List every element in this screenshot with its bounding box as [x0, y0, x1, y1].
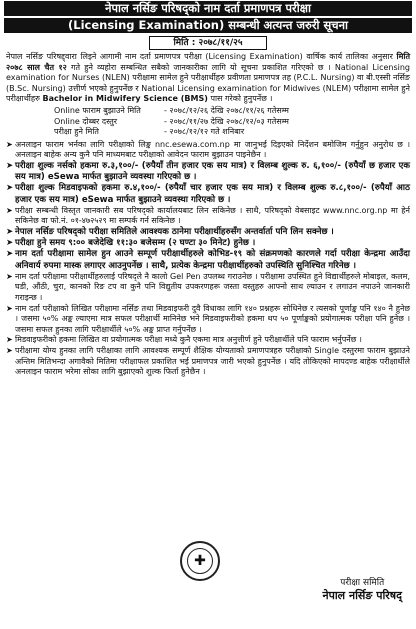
intro-bms: Bachelor in Midwifery Science (BMS): [42, 94, 208, 104]
bullet-text: अनलाइन फाराम भर्नका लागि परीक्षाको लिङ्क nnc.esewa.com.np मा जानुभई दिइएको निर्देशन बमोजिम गर्नुहुन अनुरोध छ । अनलाइन बाहेक अन्य कुनै पनि माध्यमबाट परीक्षाको आवेदन फाराम बुझाउन पाइनेछैन ।: [15, 139, 410, 160]
bullet-item: [6, 272, 410, 304]
seal-emblem-icon: ✚: [187, 548, 213, 574]
bullet-text: परीक्षा शुल्क मिडवाइफको हकमा रु.४,१००/- (रुपैयाँ चार हजार एक सय मात्र) र विलम्ब शुल्क रु.८,१००/- (रुपैयाँ आठ हजार एक सय मात्र) eSewa मार्फत बुझाउने व्यवस्था गरिएको छ ।: [15, 183, 410, 205]
signature-block: [322, 577, 402, 603]
bullet-text: नाम दर्ता परीक्षामा सामेल हुन आउने सम्पूर्ण परीक्षार्थीहरुले कोभिड-१९ को संक्रमणको कारणले गर्दा परीक्षा केन्द्रमा आउँदा अनिवार्य रुपमा मास्क लगाएर आउनुपर्नेछ । साथै, प्रत्येक केन्द्रमा परीक्षार्थीहरुको उपस्थिति सुनिश्चित गरिनेछ ।: [15, 249, 410, 271]
bullet-text: परीक्षा सम्बन्धी विस्तृत जानकारी सब परिषद्को कार्यालयबाट लिन सकिनेछ । साथै, परिषद्को वेबसाइट www.nnc.org.np मा हेर्न सकिनेछ वा फो.नं. ०१-४७२५२९ मा सम्पर्क गर्न सकिनेछ ।: [15, 205, 410, 226]
bullet-arrow-icon: ➤: [6, 345, 13, 355]
bullet-arrow-icon: ➤: [6, 303, 13, 313]
notice-title-line1: नेपाल नर्सिङ परिषद्को नाम दर्ता प्रमाणपत्र परीक्षा: [4, 1, 412, 16]
bullet-item: [6, 183, 410, 205]
schedule-value: - २०७८/११/२७ देखि २०७८/१२/०३ गतेसम्म: [164, 116, 289, 126]
schedule-row: [54, 117, 412, 128]
notice-page: [0, 1, 416, 629]
signature-area: [0, 537, 416, 627]
bullet-text: परीक्षा हुने समय ९:०० बजेदेखि ११:३० बजेसम्म (२ घण्टा ३० मिनेट) हुनेछ ।: [15, 238, 256, 249]
bullet-item: [6, 249, 410, 271]
intro-text-2: गते हुने व्यहोरा सम्बन्धित सबैको जानकारीका लागि यो सूचना प्रकाशित गरिएको छ । National Licensing examination for Nurses (NLEN) परीक्षामा सामेल हुने परीक्षार्थीहरु प्रवीणता प्रमाणपत्र तह (P.C.L. Nursing) वा बी.एस्सी नर्सिङ (B.Sc. Nursing) उत्तीर्ण भएको हुनुपर्नेछ र National Licensing examination for Midwives (NLEM) परीक्षामा सामेल हुने परीक्षार्थीहरु: [6, 62, 411, 104]
bullet-list: [4, 140, 412, 378]
bullet-arrow-icon: ➤: [6, 249, 14, 260]
signature-council: नेपाल नर्सिङ परिषद्: [322, 589, 402, 602]
bullet-item: [6, 304, 410, 336]
bullet-item: [6, 161, 410, 183]
bullet-item: [6, 206, 410, 227]
bullet-arrow-icon: ➤: [6, 271, 13, 281]
bullet-item: [6, 227, 410, 238]
bullet-item: [6, 238, 410, 249]
intro-paragraph: [6, 52, 410, 105]
bullet-arrow-icon: ➤: [6, 238, 14, 249]
notice-title-line2: (Licensing Examination) सम्बन्धी अत्यन्त जरुरी सूचना: [4, 18, 412, 33]
bullet-item: [6, 346, 410, 378]
schedule-value: - २०७८/१२/२६ देखि २०७८/११/२६ गतेसम्म: [164, 105, 289, 115]
bullet-text: नाम दर्ता परीक्षाको लिखित परीक्षामा नर्सिङ तथा मिडवाइफरी दुवै विधाका लागि १४० प्रश्नहरू सोधिनेछ र त्यसको पूर्णाङ्क पनि १४० नै हुनेछ । जसमा ५०% अङ्क ल्याएमा मात्र सफल परीक्षार्थी मानिनेछ भने मिडवाइफरीको हकमा थप ५० पूर्णाङ्कको प्रयोगात्मक परीक्षा पनि हुनेछ । जसमा सफल हुनका लागि परीक्षार्थीले ५०% अङ्क प्राप्त गर्नुपर्नेछ ।: [15, 303, 410, 334]
bullet-text: परीक्षा शुल्क नर्सको हकमा रु.३,१००/- (रुपैयाँ तीन हजार एक सय मात्र) र विलम्ब शुल्क रु. ६,१००/- (रुपैयाँ छ हजार एक सय मात्र) eSewa मार्फत बुझाउने व्यवस्था गरिएको छ ।: [15, 160, 410, 183]
schedule-value: - २०७८/१२/१२ गते शनिबार: [164, 127, 245, 137]
bullet-text: नेपाल नर्सिङ परिषद्को परीक्षा समितिले आवश्यक ठानेमा परीक्षार्थीहरुसँग अन्तर्वार्ता पनि लिन सक्नेछ ।: [15, 226, 334, 237]
schedule-label: Online फाराम बुझाउने मिति: [54, 105, 141, 115]
bullet-text: मिडवाइफरीको हकमा लिखित वा प्रयोगात्मक परीक्षा मध्ये कुनै एकमा मात्र अनुत्तीर्ण हुने परीक्षार्थीले पनि फाराम भर्नुपर्नेछ ।: [15, 335, 362, 345]
signature-committee: परीक्षा समिति: [340, 578, 385, 588]
bullet-text: परीक्षामा योग्य हुनका लागि परीक्षाका लागि आवश्यक सम्पूर्ण शैक्षिक योग्यताको प्रमाणपत्रहरु परीक्षाको Single दस्तुरमा फाराम बुझाउने अन्तिम मितिभन्दा अगावैको मितिमा परीक्षाफल प्रकाशित भई प्रमाणपत्र जारी भएको हुनुपर्नेछ । यदि तोकिएको मापदण्ड बाहेक परीक्षार्थीले अनलाइन फाराम भरेमा सोका लागि बुझाएको शुल्क फिर्ता हुनेछैन ।: [15, 345, 410, 377]
intro-text-3: पास गरेको हुनुपर्नेछ ।: [210, 94, 273, 104]
bullet-text: नाम दर्ता परीक्षामा परीक्षार्थीहरुलाई परिषद्ले नै कालो Gel Pen उपलब्ध गराउनेछ । परीक्षामा उपस्थित हुने विद्यार्थीहरुले मोबाइल, कलम, घडी, औंठी, चुरा, कानको रिङ टप वा कुनै पनि विद्युतीय उपकरणहरू जस्ता वस्तुहरु आफ्नो साथ ल्याउन र लगाउन नपाउने जानकारी गराइन्छ ।: [15, 271, 410, 302]
bullet-arrow-icon: ➤: [6, 335, 13, 345]
notice-date: मिति : २०७८/११/२५: [149, 36, 267, 50]
bullet-item: [6, 140, 410, 161]
bullet-arrow-icon: ➤: [6, 205, 13, 215]
schedule: [54, 106, 412, 138]
bullet-arrow-icon: ➤: [6, 160, 14, 171]
bullet-arrow-icon: ➤: [6, 139, 13, 149]
schedule-row: [54, 127, 412, 138]
bullet-item: [6, 335, 410, 346]
intro-text-1: नेपाल नर्सिङ परिषद्द्वारा लिइने आगामी नाम दर्ता प्रमाणपत्र परीक्षा (Licensing Examination) वार्षिक कार्य तालिका अनुसार: [6, 52, 393, 61]
schedule-row: [54, 106, 412, 117]
bullet-arrow-icon: ➤: [6, 183, 14, 194]
intro-exam-date: मिति २०७८ साल चैत १२: [6, 52, 411, 72]
schedule-label: Online दोब्बर दस्तुर: [54, 116, 118, 126]
bullet-arrow-icon: ➤: [6, 226, 14, 237]
council-seal-icon: [180, 541, 220, 581]
schedule-label: परीक्षा हुने मिति: [54, 127, 99, 137]
